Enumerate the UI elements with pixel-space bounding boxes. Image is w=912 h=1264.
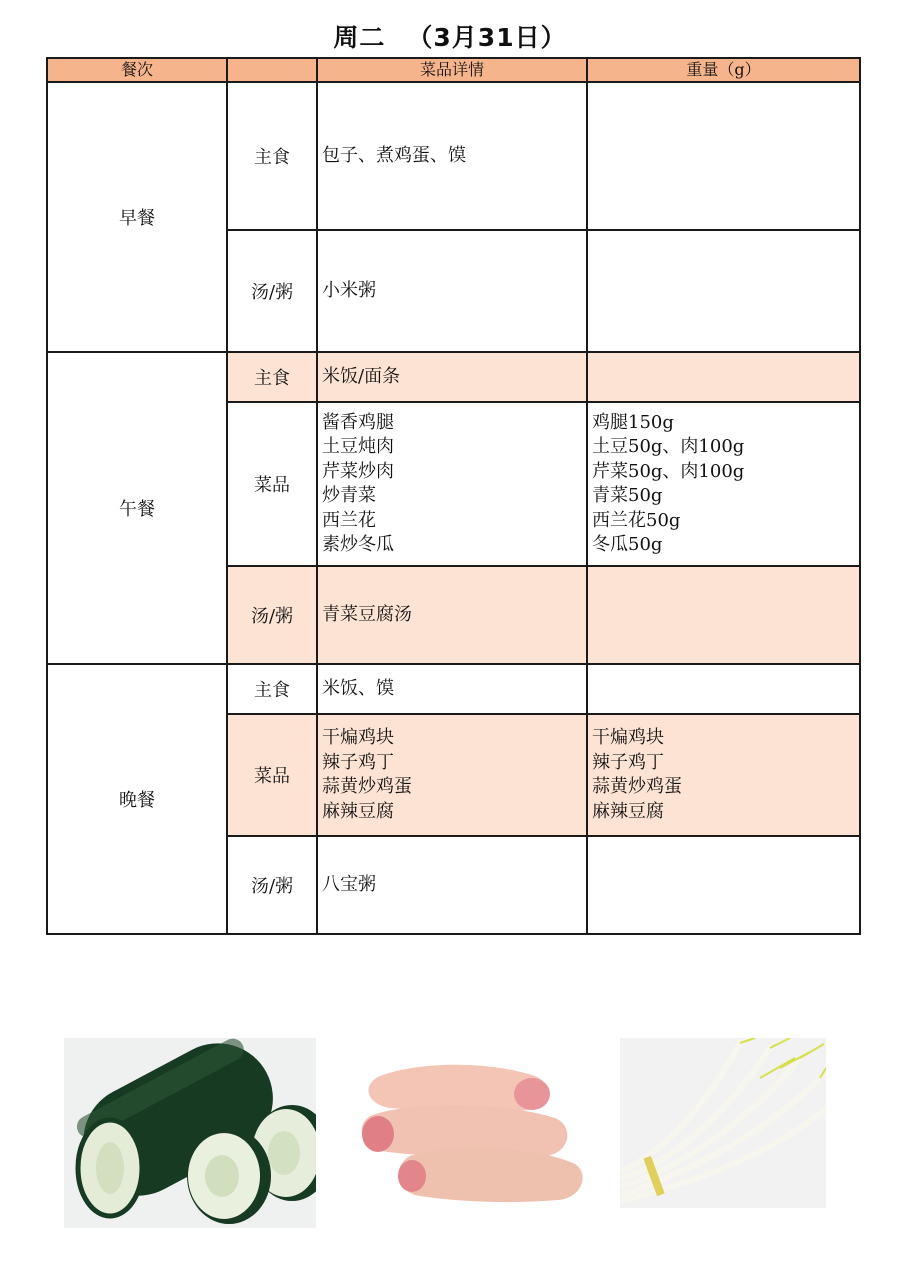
- title-day: 周二: [333, 23, 386, 52]
- weight-line: 冬瓜50g: [592, 534, 663, 555]
- table-row: [47, 82, 860, 230]
- detail-line: 蒜黄炒鸡蛋: [322, 776, 412, 797]
- weight-line: 麻辣豆腐: [592, 800, 664, 822]
- weight-line: 芹菜50g、肉100g: [592, 460, 745, 482]
- weight-cell: [587, 230, 860, 352]
- weight-cell: [587, 664, 860, 714]
- chicken-drumstick-photo: [350, 1056, 592, 1228]
- details-cell: [317, 836, 587, 934]
- detail-line: 素炒冬瓜: [322, 534, 394, 555]
- weight-cell: [587, 566, 860, 664]
- detail-line: 芹菜炒肉: [322, 460, 394, 482]
- meal-breakfast: 早餐: [47, 82, 227, 352]
- winter-melon-photo: [64, 1038, 316, 1228]
- weight-line: 土豆50g、肉100g: [592, 436, 745, 457]
- detail-line: 八宝粥: [322, 873, 376, 895]
- food-photos: [0, 1038, 912, 1238]
- detail-line: 酱香鸡腿: [322, 411, 394, 433]
- weight-line: 蒜黄炒鸡蛋: [592, 776, 682, 797]
- detail-line: 米饭、馍: [322, 677, 394, 699]
- category-cell: 汤/粥: [227, 566, 317, 664]
- weight-line: 干煸鸡块: [592, 727, 664, 748]
- table-row: [47, 664, 860, 714]
- detail-line: 包子、煮鸡蛋、馍: [322, 144, 466, 166]
- detail-line: 麻辣豆腐: [322, 800, 394, 822]
- detail-line: 青菜豆腐汤: [322, 603, 412, 625]
- header-meal: 餐次: [47, 58, 227, 82]
- detail-line: 米饭/面条: [322, 365, 401, 387]
- category-cell: 菜品: [227, 714, 317, 836]
- details-cell: [317, 230, 587, 352]
- header-details: 菜品详情: [317, 58, 587, 82]
- details-cell: [317, 566, 587, 664]
- weight-cell: [587, 352, 860, 402]
- weight-line: 鸡腿150g: [592, 411, 674, 433]
- detail-line: 辣子鸡丁: [322, 751, 394, 773]
- meal-lunch: 午餐: [47, 352, 227, 664]
- page-title: [0, 18, 900, 54]
- details-cell: [317, 82, 587, 230]
- detail-line: 西兰花: [322, 509, 376, 531]
- category-cell: 汤/粥: [227, 230, 317, 352]
- detail-line: 干煸鸡块: [322, 727, 394, 748]
- detail-line: 炒青菜: [322, 485, 376, 506]
- weight-cell: [587, 836, 860, 934]
- weight-line: 青菜50g: [592, 485, 663, 506]
- weight-line: 辣子鸡丁: [592, 751, 664, 773]
- yellow-garlic-chives-photo: [620, 1038, 826, 1208]
- details-cell: [317, 352, 587, 402]
- detail-line: 小米粥: [322, 279, 376, 301]
- weight-cell: [587, 402, 860, 566]
- category-cell: 主食: [227, 664, 317, 714]
- weight-line: 西兰花50g: [592, 509, 681, 531]
- weight-cell: [587, 714, 860, 836]
- category-cell: 主食: [227, 352, 317, 402]
- detail-line: 土豆炖肉: [322, 436, 394, 457]
- category-cell: 菜品: [227, 402, 317, 566]
- header-row: [47, 58, 860, 82]
- table-row: [47, 352, 860, 402]
- details-cell: [317, 714, 587, 836]
- title-date: （3月31日）: [407, 23, 567, 52]
- header-weight: 重量（g）: [587, 58, 860, 82]
- details-cell: [317, 402, 587, 566]
- category-cell: 汤/粥: [227, 836, 317, 934]
- menu-table: [46, 57, 861, 935]
- header-category: [227, 58, 317, 82]
- details-cell: [317, 664, 587, 714]
- category-cell: 主食: [227, 82, 317, 230]
- meal-dinner: 晚餐: [47, 664, 227, 934]
- weight-cell: [587, 82, 860, 230]
